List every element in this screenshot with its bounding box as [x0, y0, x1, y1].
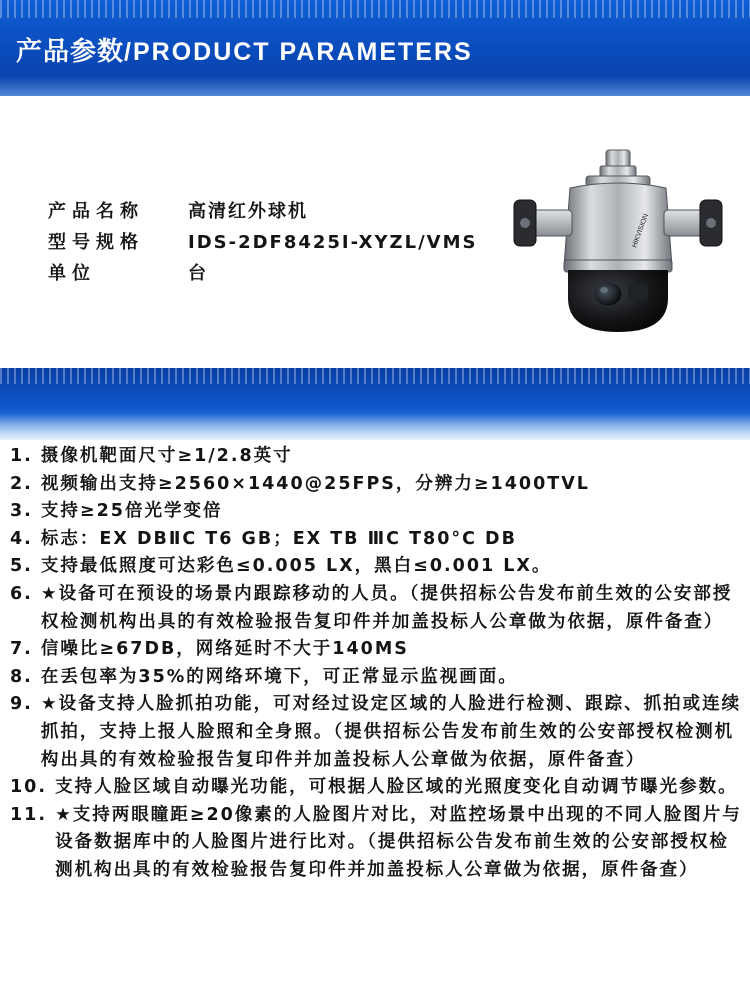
spec-label: 型号规格: [48, 232, 144, 253]
svg-text:HIKVISION: HIKVISION: [631, 213, 650, 249]
list-item: [10, 691, 746, 774]
item-text: 信噪比≥67DB，网络延时不大于140MS: [40, 639, 409, 660]
spec-label: 产品名称: [48, 201, 144, 222]
list-item: [10, 802, 746, 885]
item-text: 摄像机靶面尺寸≥1/2.8英寸: [40, 446, 293, 466]
spec-value: IDS-2DF8425I-XYZL/VMS: [188, 232, 478, 253]
spec-label: 单位: [48, 263, 96, 284]
list-item: [10, 774, 746, 802]
item-number: 3.: [10, 501, 41, 522]
item-text: 在丢包率为35%的网络环境下，可正常显示监视画面。: [40, 666, 518, 687]
spec-value: 高清红外球机: [188, 201, 308, 222]
item-number: 8.: [10, 666, 41, 687]
spec-row-unit: [48, 258, 477, 289]
list-item: [10, 498, 746, 526]
item-text: 视频输出支持≥2560×1440@25FPS，分辨力≥1400TVL: [40, 473, 590, 494]
title-en: /PRODUCT PARAMETERS: [124, 38, 473, 66]
section-divider-banner: [0, 368, 750, 440]
item-number: 7.: [10, 639, 41, 660]
item-number: 1.: [10, 446, 41, 466]
spec-row-model: [48, 227, 477, 258]
item-text: 支持最低照度可达彩色≤0.005 LX，黑白≤0.001 LX。: [40, 556, 552, 577]
item-number: 2.: [10, 473, 41, 494]
list-item: [10, 471, 746, 499]
item-text: ★设备可在预设的场景内跟踪移动的人员。（提供招标公告发布前生效的公安部授权检测机构出具的有效检验报告复印件并加盖投标人公章做为依据，原件备查）: [40, 583, 733, 632]
header-banner: [0, 0, 750, 96]
product-spec-table: [48, 196, 477, 289]
list-item: [10, 664, 746, 692]
feature-list: [10, 443, 746, 885]
item-text: 标志：EX DBⅡC T6 GB；EX TB ⅢC T80°C DB: [40, 528, 517, 549]
spec-row-name: [48, 196, 477, 227]
list-item: [10, 553, 746, 581]
item-number: 10.: [10, 777, 56, 798]
item-text: ★支持两眼瞳距≥20像素的人脸图片对比，对监控场景中出现的不同人脸图片与设备数据库中的人脸图片进行比对。（提供招标公告发布前生效的公安部授权检测机构出具的有效检验报告复印件并加盖投标人公章做为依据，原件备查）: [55, 804, 742, 880]
title-cn: 产品参数: [16, 37, 125, 67]
item-number: 6.: [10, 583, 41, 604]
item-number: 5.: [10, 556, 41, 577]
list-item: [10, 636, 746, 664]
list-item: [10, 581, 746, 636]
list-item: [10, 526, 746, 554]
item-text: ★设备支持人脸抓拍功能，可对经过设定区域的人脸进行检测、跟踪、抓拍或连续抓拍，支持上报人脸照和全身照。（提供招标公告发布前生效的公安部授权检测机构出具的有效检验报告复印件并加盖投标人公章做为依据，原件备查）: [40, 694, 742, 770]
item-text: 支持≥25倍光学变倍: [40, 501, 223, 522]
list-item: [10, 443, 746, 471]
spec-value: 台: [188, 263, 208, 284]
item-number: 11.: [10, 804, 56, 825]
page-title: [16, 32, 473, 72]
item-text: 支持人脸区域自动曝光功能，可根据人脸区域的光照度变化自动调节曝光参数。: [55, 777, 738, 798]
item-number: 9.: [10, 694, 41, 715]
ptz-dome-camera-icon: [508, 148, 732, 332]
item-number: 4.: [10, 528, 41, 549]
